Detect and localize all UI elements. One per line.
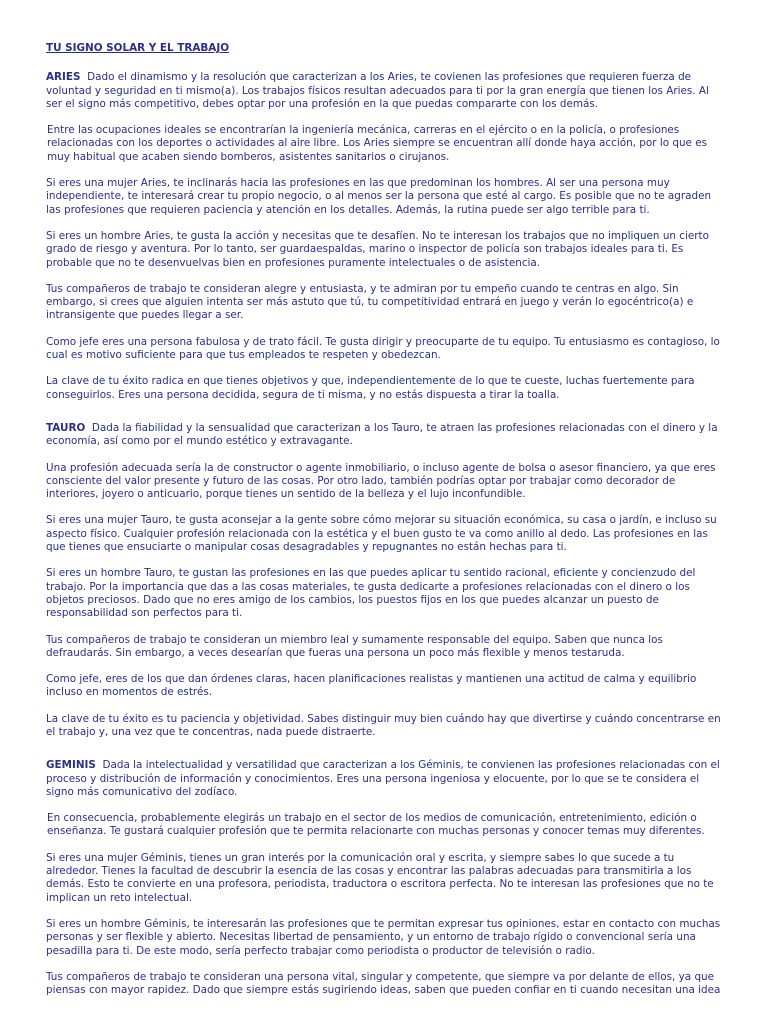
intro-text: Dado el dinamismo y la resolución que caracterizan a los Aries, te covienen las profesiones que requieren fuerza de voluntad y seguridad en ti mismo(a). Los trabajos físicos resultan adecuados para ti por la gran energía que tienen los Aries. Al ser el signo más competitivo, debes optar por una profesión en la que puedas compararte con los demás.	[46, 71, 709, 110]
paragraph: Como jefe, eres de los que dan órdenes claras, hacen planificaciones realistas y mantienen una actitud de calma y equilibrio incluso en momentos de estrés.	[46, 673, 697, 699]
sign-name: TAURO	[46, 421, 86, 434]
section-tauro	[46, 422, 722, 739]
paragraph: La clave de tu éxito radica en que tienes objetivos y que, independientemente de lo que te cueste, luchas fuertemente para conseguirlos. Eres una persona decidida, segura de ti misma, y no estás dispuesta a tirar la toalla.	[46, 375, 695, 401]
paragraph: Si eres un hombre Aries, te gusta la acción y necesitas que te desafíen. No te interesan los trabajos que no impliquen un cierto grado de riesgo y aventura. Por lo tanto, ser guardaespaldas, marino o inspector de policía son trabajos ideales para ti. Es probable que no te desenvuelvas bien en profesiones puramente intelectuales o de asistencia.	[46, 229, 709, 269]
sign-name: GEMINIS	[46, 759, 96, 772]
section-geminis	[46, 759, 722, 997]
document-title: TU SIGNO SOLAR Y EL TRABAJO	[46, 42, 230, 54]
paragraph: Si eres una mujer Aries, te inclinarás hacia las profesiones en las que predominan los hombres. Al ser una persona muy independiente, te interesará crear tu propio negocio, o al menos ser la persona que esté al cargo. Es posible que no te agraden las profesiones que requieren paciencia y atención en los detalles. Además, la rutina puede ser algo terrible para ti.	[46, 177, 712, 216]
paragraph: Si eres una mujer Géminis, tienes un gran interés por la comunicación oral y escrita, y siempre sabes lo que sucede a tu alrededor. Tienes la facultad de descubrir la esencia de las cosas y encontrar las palabras adecuadas para transmitirla a los demás. Esto te convierte en una profesora, periodista, traductora o escritora perfecta. No te interesan las profesiones que no te implican un reto intelectual.	[46, 851, 714, 904]
section-intro	[46, 422, 722, 449]
paragraph: La clave de tu éxito es tu paciencia y objetividad. Sabes distinguir muy bien cuándo hay que divertirse y cuándo concentrarse en el trabajo y, una vez que te concentras, nada puede distraerte.	[46, 712, 721, 738]
paragraph: Tus compañeros de trabajo te consideran un miembro leal y sumamente responsable del equipo. Saben que nunca los defraudarás. Sin embargo, a veces desearían que fueras una persona un poco más flexible y menos testaruda.	[46, 633, 663, 659]
paragraph: Tus compañeros de trabajo te consideran alegre y entusiasta, y te admiran por tu empeño cuando te centras en algo. Sin embargo, si crees que alguien intenta ser más astuto que tú, tu competitividad entrará en juego y verán lo egocéntrico(a) e intransigente que puedes llegar a ser.	[46, 282, 694, 322]
section-aries	[46, 71, 722, 402]
paragraph: Entre las ocupaciones ideales se encontrarían la ingeniería mecánica, carreras en el ejército o en la policía, o profesiones relacionadas con los deportes o actividades al aire libre. Los Aries siempre se encuentran allí donde haya acción, por lo que es muy habitual que acaben siendo bomberos, asistentes sanitarios o cirujanos.	[47, 124, 708, 163]
paragraph: En consecuencia, probablemente elegirás un trabajo en el sector de los medios de comunicación, entretenimiento, edición o enseñanza. Te gustará cualquier profesión que te permita relacionarte con muchas personas y conocer temas muy diferentes.	[47, 812, 705, 838]
paragraph: Si eres un hombre Géminis, te interesarán las profesiones que te permitan expresar tus opiniones, estar en contacto con muchas personas y ser flexible y abierto. Necesitas libertad de pensamiento, y un entorno de trabajo rígido o convencional sería una pesadilla para ti. De este modo, sería perfecto trabajar como periodista o productor de televisión o radio.	[46, 917, 721, 957]
section-intro	[46, 71, 722, 111]
section-intro	[46, 759, 722, 799]
paragraph: Si eres una mujer Tauro, te gusta aconsejar a la gente sobre cómo mejorar su situación económica, su casa o jardín, e incluso su aspecto físico. Cualquier profesión relacionada con la estética y el buen gusto te va como anillo al dedo. Las profesiones en las que tienes que ensuciarte o manipular cosas desagradables y repugnantes no están hechas para ti.	[46, 514, 717, 554]
paragraph: Una profesión adecuada sería la de constructor o agente inmobiliario, o incluso agente de bolsa o asesor financiero, ya que eres consciente del valor presente y futuro de las cosas. Por otro lado, también podrías optar por trabajar como decorador de interiores, joyero o anticuario, porque tienes un sentido de la belleza y el lujo inconfundible.	[46, 461, 716, 501]
paragraph: Como jefe eres una persona fabulosa y de trato fácil. Te gusta dirigir y preocuparte de tu equipo. Tu entusiasmo es contagioso, lo cual es motivo suficiente para que tus empleados te respeten y obedezcan.	[46, 335, 720, 362]
paragraph: Si eres un hombre Tauro, te gustan las profesiones en las que puedes aplicar tu sentido racional, eficiente y concienzudo del trabajo. Por la importancia que das a las cosas materiales, te gusta dedicarte a profesiones relacionadas con el dinero o los objetos preciosos. Dado que no eres amigo de los cambios, los puestos fijos en los que puedes alcanzar un puesto de responsabilidad son perfectos para ti.	[46, 567, 696, 620]
intro-text: Dada la fiabilidad y la sensualidad que caracterizan a los Tauro, te atraen las profesiones relacionadas con el dinero y la economía, así como por el mundo estético y extravagante.	[46, 421, 718, 448]
paragraph: Tus compañeros de trabajo te consideran una persona vital, singular y competente, que siempre va por delante de ellos, ya que piensas con mayor rapidez. Dado que siempre estás sugiriendo ideas, saben que pueden confiar en ti cuando necesitan una idea	[46, 970, 721, 997]
intro-text: Dada la intelectualidad y versatilidad que caracterizan a los Géminis, te convienen las profesiones relacionadas con el proceso y distribución de información y conocimientos. Eres una persona ingeniosa y elocuente, por lo que se te considera el signo más comunicativo del zodíaco.	[46, 759, 720, 798]
sign-name: ARIES	[46, 71, 81, 84]
document-content	[46, 42, 722, 1017]
